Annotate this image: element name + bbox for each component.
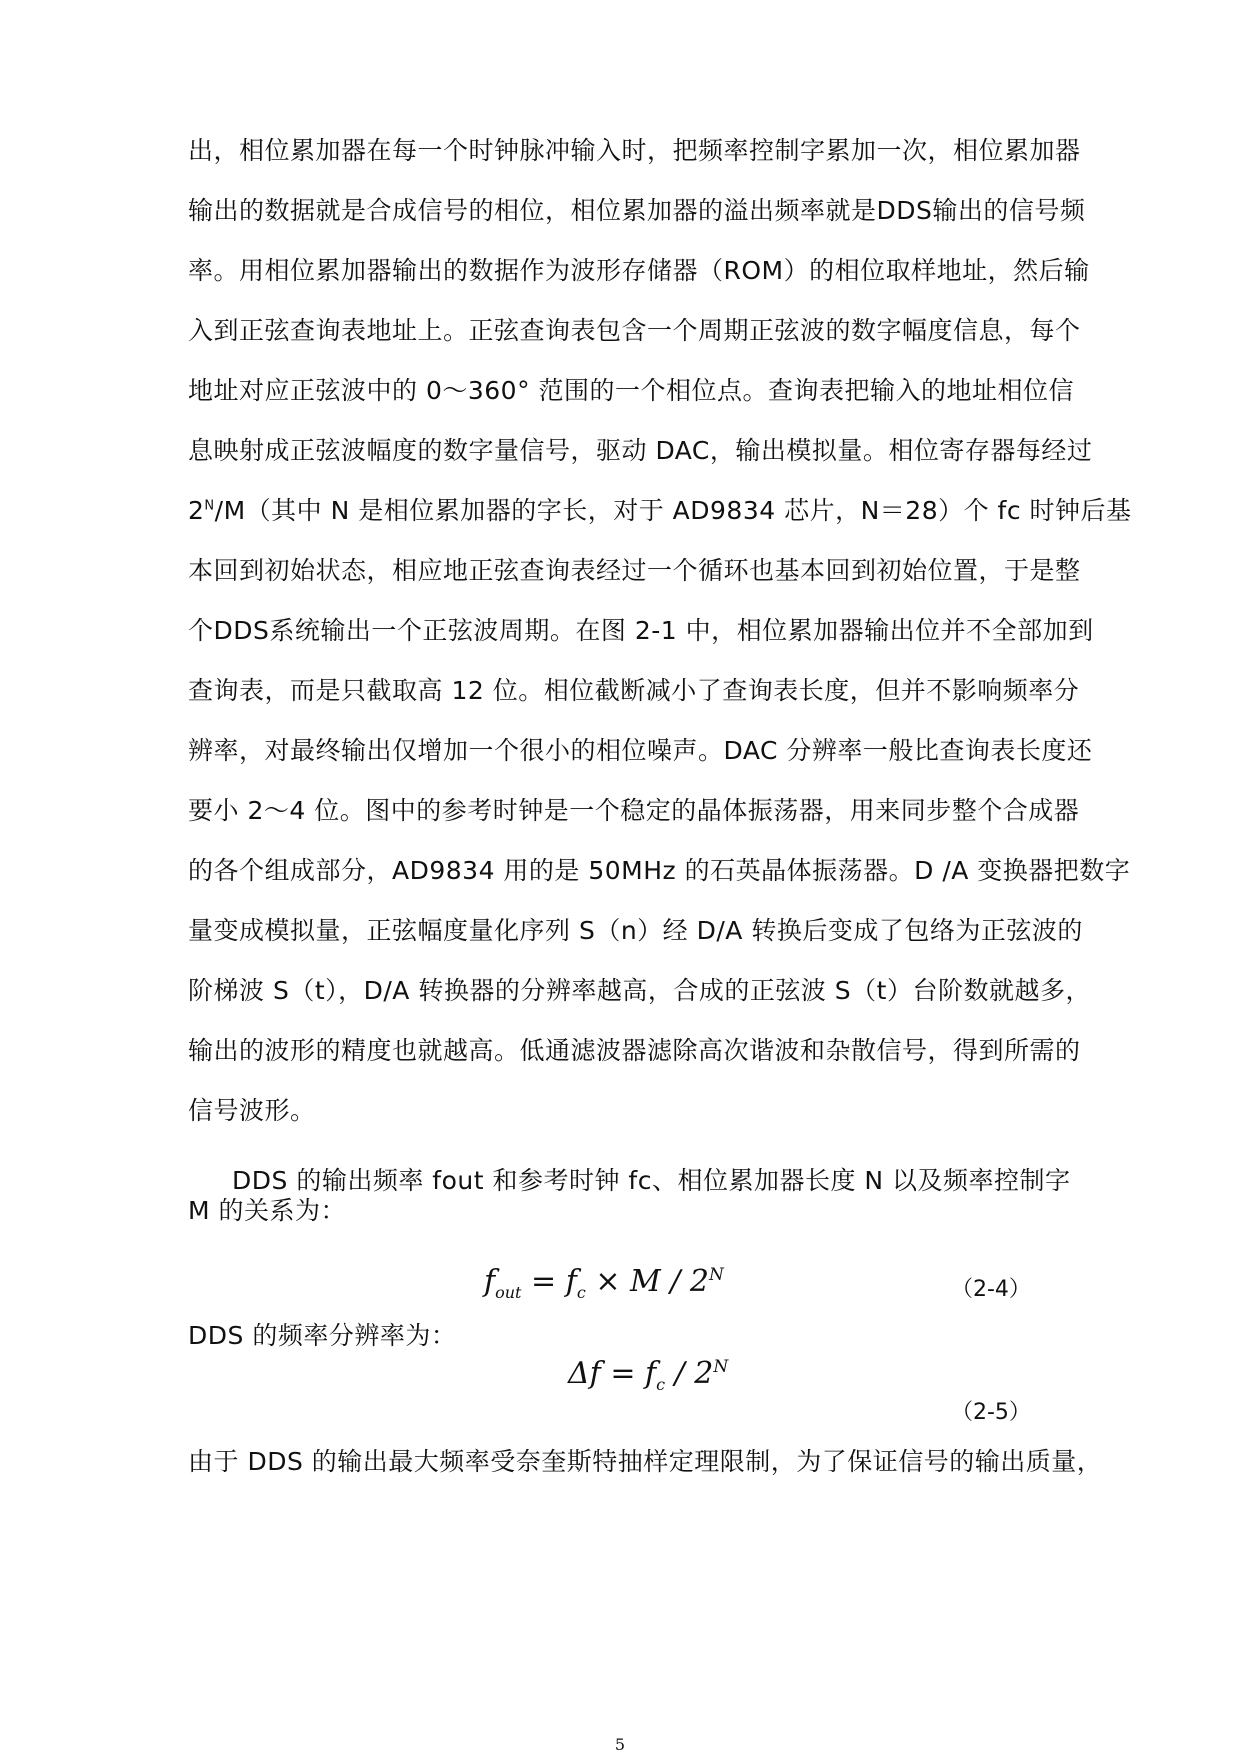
paragraph-first-line: DDS 的输出频率 fout 和参考时钟 fc、相位累加器长度 N 以及频率控制字 xyxy=(232,1166,1071,1195)
eq-subscript: out xyxy=(495,1283,522,1302)
eq-equals: = xyxy=(600,1356,645,1391)
body-text-line: 辨率，对最终输出仅增加一个很小的相位噪声。DAC 分辨率一般比查询表长度还 xyxy=(188,736,1093,765)
eq-subscript: c xyxy=(656,1375,666,1394)
body-text-line: 息映射成正弦波幅度的数字量信号，驱动 DAC，输出模拟量。相位寄存器每经过 xyxy=(188,436,1093,465)
page-number: 5 xyxy=(614,1735,626,1754)
paragraph-line: M 的关系为： xyxy=(188,1196,347,1225)
body-text-line: 出，相位累加器在每一个时钟脉冲输入时，把频率控制字累加一次，相位累加器 xyxy=(188,136,1081,165)
body-text-line: 个DDS系统输出一个正弦波周期。在图 2-1 中，相位累加器输出位并不全部加到 xyxy=(188,616,1094,645)
paragraph-line: DDS 的频率分辨率为： xyxy=(188,1321,457,1350)
body-text-line: 输出的数据就是合成信号的相位，相位累加器的溢出频率就是DDS输出的信号频 xyxy=(188,196,1086,225)
eq-symbol: f xyxy=(645,1356,657,1391)
body-text-line: 输出的波形的精度也就越高。低通滤波器滤除高次谐波和杂散信号，得到所需的 xyxy=(188,1036,1081,1065)
eq-superscript: N xyxy=(708,1265,724,1285)
equation-resolution xyxy=(568,1356,728,1394)
eq-subscript: c xyxy=(576,1283,586,1302)
body-text-line: 本回到初始状态，相应地正弦查询表经过一个循环也基本回到初始位置，于是整 xyxy=(188,556,1081,585)
eq-expression: × M / 2 xyxy=(585,1264,709,1299)
body-text-line: 入到正弦查询表地址上。正弦查询表包含一个周期正弦波的数字幅度信息，每个 xyxy=(188,316,1081,345)
body-text-line: 查询表，而是只截取高 12 位。相位截断减小了查询表长度，但并不影响频率分 xyxy=(188,676,1080,705)
power-exponent: N xyxy=(204,498,215,514)
eq-equals: = xyxy=(521,1264,566,1299)
body-text-line: 信号波形。 xyxy=(188,1096,316,1125)
equation-number: （2-4） xyxy=(951,1277,1031,1302)
body-text-line-with-power xyxy=(188,494,1132,528)
equation-number: （2-5） xyxy=(951,1400,1031,1425)
eq-superscript: N xyxy=(713,1357,729,1377)
eq-expression: / 2 xyxy=(665,1356,714,1391)
power-rest: /M（其中 N 是相位累加器的字长，对于 AD9834 芯片，N＝28）个 fc 时钟后基 xyxy=(214,496,1132,525)
eq-symbol: Δf xyxy=(568,1356,601,1391)
body-text-line: 地址对应正弦波中的 0～360° 范围的一个相位点。查询表把输入的地址相位信 xyxy=(188,376,1075,405)
body-text-line: 的各个组成部分，AD9834 用的是 50MHz 的石英晶体振荡器。D /A 变换器把数字 xyxy=(188,856,1131,885)
body-text-line: 阶梯波 S（t），D/A 转换器的分辨率越高，合成的正弦波 S（t）台阶数就越多， xyxy=(188,976,1091,1005)
eq-symbol: f xyxy=(565,1264,577,1299)
body-text-line: 率。用相位累加器输出的数据作为波形存储器（ROM）的相位取样地址，然后输 xyxy=(188,256,1090,285)
body-text-line: 量变成模拟量，正弦幅度量化序列 S（n）经 D/A 转换后变成了包络为正弦波的 xyxy=(188,916,1083,945)
body-text-line: 由于 DDS 的输出最大频率受奈奎斯特抽样定理限制，为了保证信号的输出质量， xyxy=(188,1447,1103,1476)
equation-fout xyxy=(484,1264,724,1302)
body-text-line: 要小 2～4 位。图中的参考时钟是一个稳定的晶体振荡器，用来同步整个合成器 xyxy=(188,796,1080,825)
power-base: 2 xyxy=(188,496,205,525)
eq-symbol: f xyxy=(484,1264,496,1299)
